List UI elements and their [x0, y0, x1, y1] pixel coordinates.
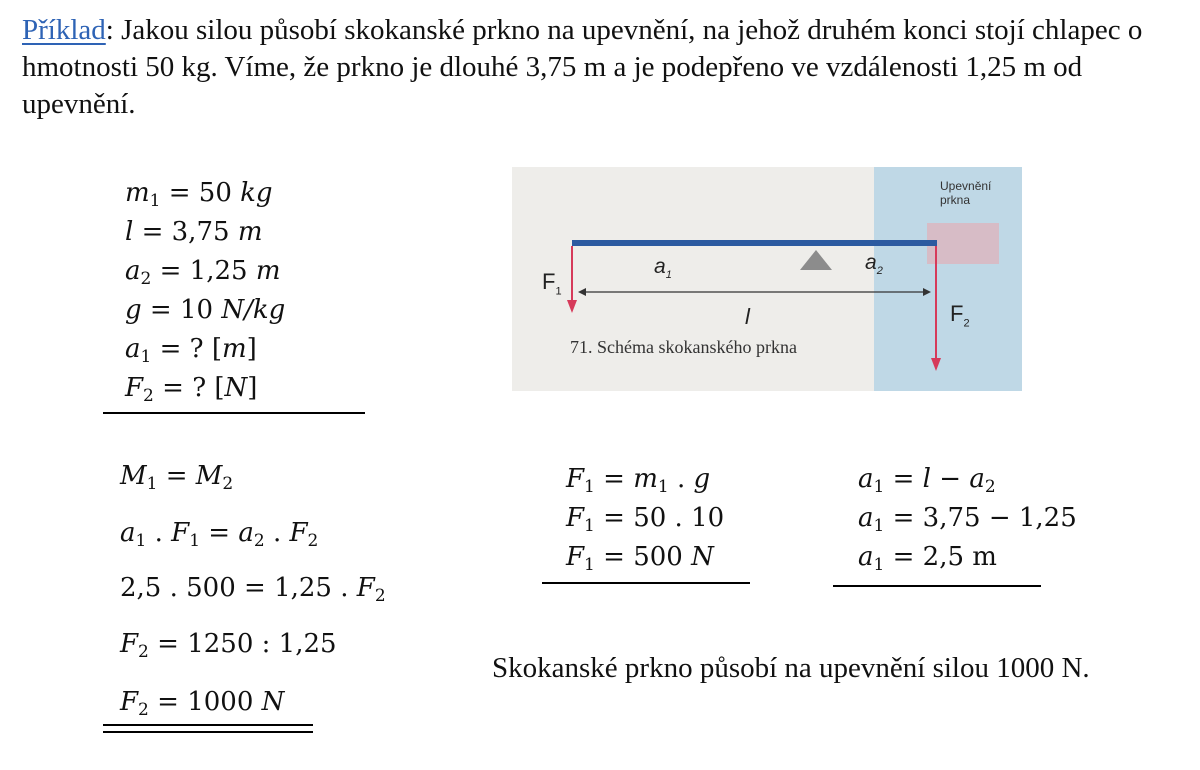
- unknown-F2: $F_2$ = ? [N]: [125, 373, 258, 406]
- f1-substitution: $F_1 = 50$ . 10: [566, 503, 725, 536]
- f1-result: $F_1 = 500$ N: [566, 542, 714, 575]
- given-length: l = 3,75 m: [125, 217, 263, 247]
- unknown-a1: $a_1$ = ? [m]: [125, 334, 257, 367]
- given-underline: [103, 412, 365, 414]
- moment-division: $F_2 = 1250$ : 1,25: [120, 629, 337, 662]
- anchor-label: Upevnění prkna: [940, 179, 992, 207]
- f1-underline: [542, 582, 750, 584]
- label-f2: $F_2$: [950, 301, 970, 330]
- moment-equality: $M_1 = M_2$: [120, 461, 234, 494]
- moment-substitution: 2,5 . 500 = 1,25 . $F_2$: [120, 573, 386, 606]
- label-l: l: [745, 304, 750, 329]
- moment-arms: $a_1$ . $F_1 = a_2$ . $F_2$: [120, 518, 319, 551]
- result-double-underline-top: [103, 724, 313, 726]
- problem-text: : Jakou silou působí skokanské prkno na upevnění, na jehož druhém konci stojí chlapec o hmotnosti 50 kg. Víme, že prkno je dlouhé 3,75 m a je podepřeno ve vzdálenosti 1,25 m od upevnění.: [22, 14, 1143, 120]
- result-double-underline-bottom: [103, 731, 313, 733]
- a1-substitution: $a_1 = 3,75 - 1,25$: [858, 503, 1077, 536]
- a1-result: $a_1 = 2,5$ m: [858, 542, 997, 575]
- label-a1: $a_1$: [654, 255, 672, 282]
- length-right-arrow-icon: [923, 288, 931, 296]
- given-a2: $a_2 = 1,25$ m: [125, 256, 281, 289]
- given-m1: $m_1 = 50$ kg: [125, 178, 273, 211]
- answer-text: Skokanské prkno působí na upevnění silou 1000 N.: [492, 652, 1090, 684]
- label-f1: $F_1$: [542, 269, 562, 298]
- springboard-diagram: [512, 167, 1022, 391]
- figure-caption: 71. Schéma skokanského prkna: [570, 337, 797, 357]
- given-g: g = 10 N/kg: [125, 295, 286, 325]
- a1-formula: $a_1 = l - a_2$: [858, 464, 996, 497]
- f1-formula: $F_1 = m_1$ . g: [566, 464, 711, 497]
- moment-result: $F_2 = 1000$ N: [120, 687, 285, 720]
- force-f1-arrowhead-icon: [567, 300, 577, 313]
- force-f2-arrowhead-icon: [931, 358, 941, 371]
- problem-label: Příklad: [22, 14, 106, 46]
- length-left-arrow-icon: [578, 288, 586, 296]
- label-a2: $a_2$: [865, 251, 883, 278]
- problem-statement: [22, 12, 1182, 123]
- a1-underline: [833, 585, 1041, 587]
